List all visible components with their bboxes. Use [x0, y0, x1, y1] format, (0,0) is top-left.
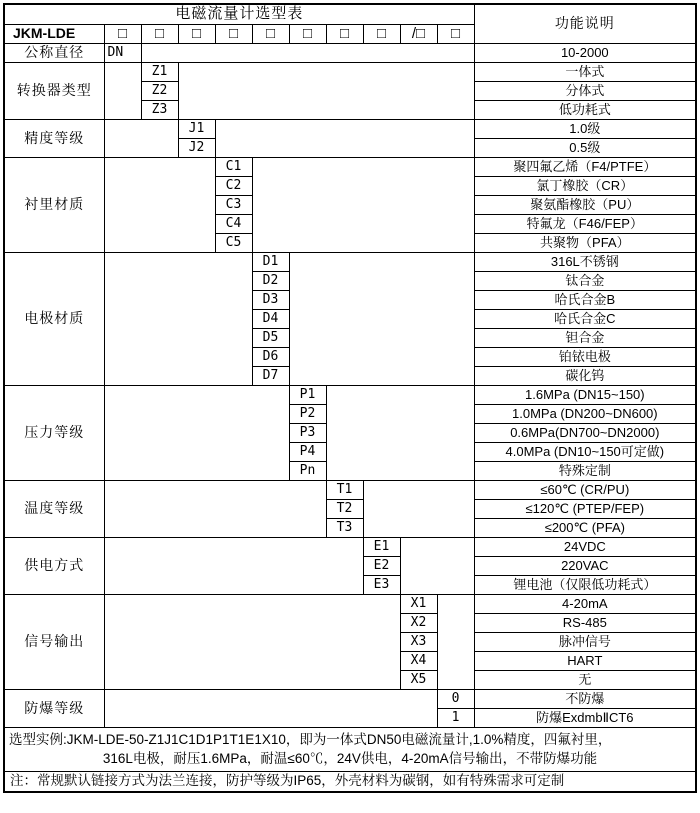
spacer-cell [437, 594, 474, 689]
description-cell: 防爆ExdmbⅡCT6 [474, 708, 696, 727]
section-explosion-row [4, 689, 696, 708]
description-cell: 哈氏合金C [474, 309, 696, 328]
code-cell: C2 [215, 176, 252, 195]
note-row [4, 771, 696, 792]
category-cell: 转换器类型 [4, 62, 104, 119]
category-cell: 信号输出 [4, 594, 104, 689]
description-cell: 低功耗式 [474, 100, 696, 119]
section-pressure-row [4, 385, 696, 404]
code-cell: D2 [252, 271, 289, 290]
description-cell: 24VDC [474, 537, 696, 556]
code-cell: Pn [289, 461, 326, 480]
model-code-slot-4[interactable]: □ [215, 24, 252, 43]
code-cell: D6 [252, 347, 289, 366]
header-row [4, 4, 696, 24]
description-cell: 氯丁橡胶（CR） [474, 176, 696, 195]
description-cell: 脉冲信号 [474, 632, 696, 651]
code-cell: 0 [437, 689, 474, 708]
description-cell: ≤200℃ (PFA) [474, 518, 696, 537]
section-power-row [4, 537, 696, 556]
spacer-cell [104, 480, 326, 537]
code-cell: D1 [252, 252, 289, 271]
code-cell: C3 [215, 195, 252, 214]
model-code-slot-7[interactable]: □ [326, 24, 363, 43]
description-cell: 一体式 [474, 62, 696, 81]
category-cell: 防爆等级 [4, 689, 104, 727]
description-cell: 4.0MPa (DN10~150可定做) [474, 442, 696, 461]
spacer-cell [326, 385, 474, 480]
category-cell: 电极材质 [4, 252, 104, 385]
model-code-slot-6[interactable]: □ [289, 24, 326, 43]
example-line-2: 316L电极，耐压1.6MPa，耐温≤60℃，24V供电，4-20mA信号输出，不带防爆功能 [102, 751, 598, 767]
code-cell: T2 [326, 499, 363, 518]
code-cell: Z3 [141, 100, 178, 119]
description-cell: 碳化钨 [474, 366, 696, 385]
description-cell: 1.0级 [474, 119, 696, 138]
section-accuracy-row [4, 119, 696, 138]
description-cell: ≤120℃ (PTEP/FEP) [474, 499, 696, 518]
model-code-slot-9[interactable]: /□ [400, 24, 437, 43]
category-cell: 温度等级 [4, 480, 104, 537]
section-lining-row [4, 157, 696, 176]
spacer-cell [104, 119, 178, 157]
spacer-cell [178, 62, 474, 119]
description-cell: 4-20mA [474, 594, 696, 613]
model-code-slot-10[interactable]: □ [437, 24, 474, 43]
category-cell: 压力等级 [4, 385, 104, 480]
section-electrode-row [4, 252, 696, 271]
spacer-cell [363, 480, 474, 537]
code-cell: D3 [252, 290, 289, 309]
spacer-cell [104, 689, 437, 727]
model-code-slot-8[interactable]: □ [363, 24, 400, 43]
description-cell: 0.5级 [474, 138, 696, 157]
code-cell: C5 [215, 233, 252, 252]
section-signal-row [4, 594, 696, 613]
code-cell: X1 [400, 594, 437, 613]
model-code-slot-3[interactable]: □ [178, 24, 215, 43]
description-cell: 哈氏合金B [474, 290, 696, 309]
description-cell: 特殊定制 [474, 461, 696, 480]
description-cell: 0.6MPa(DN700~DN2000) [474, 423, 696, 442]
description-cell: 1.6MPa (DN15~150) [474, 385, 696, 404]
selection-example [4, 727, 696, 771]
spacer-cell [141, 43, 474, 62]
code-cell: J1 [178, 119, 215, 138]
model-code-slot-2[interactable]: □ [141, 24, 178, 43]
description-cell: 锂电池（仅限低功耗式） [474, 575, 696, 594]
code-cell: X3 [400, 632, 437, 651]
code-cell: P4 [289, 442, 326, 461]
code-cell: DN [104, 43, 141, 62]
description-cell: RS-485 [474, 613, 696, 632]
description-cell: 聚四氟乙烯（F4/PTFE） [474, 157, 696, 176]
code-cell: D7 [252, 366, 289, 385]
description-cell: HART [474, 651, 696, 670]
description-cell: 316L不锈钢 [474, 252, 696, 271]
flowmeter-selection-table [3, 3, 697, 793]
code-cell: X4 [400, 651, 437, 670]
description-cell: 特氟龙（F46/FEP） [474, 214, 696, 233]
code-cell: P3 [289, 423, 326, 442]
spacer-cell [215, 119, 474, 157]
function-header: 功能说明 [474, 4, 696, 43]
code-cell: 1 [437, 708, 474, 727]
category-cell: 衬里材质 [4, 157, 104, 252]
code-cell: Z2 [141, 81, 178, 100]
code-cell: C4 [215, 214, 252, 233]
code-cell: Z1 [141, 62, 178, 81]
description-cell: 分体式 [474, 81, 696, 100]
spacer-cell [252, 157, 474, 252]
code-cell: D4 [252, 309, 289, 328]
example-line-1: 选型实例:JKM-LDE-50-Z1J1C1D1P1T1E1X10，即为一体式DN50电磁流量计,1.0%精度，四氟衬里， [9, 731, 612, 747]
description-cell: 共聚物（PFA） [474, 233, 696, 252]
code-cell: P2 [289, 404, 326, 423]
code-cell: T1 [326, 480, 363, 499]
spacer-cell [104, 537, 363, 594]
description-cell: 聚氨酯橡胶（PU） [474, 195, 696, 214]
description-cell: 钛合金 [474, 271, 696, 290]
description-cell: 1.0MPa (DN200~DN600) [474, 404, 696, 423]
description-cell: 220VAC [474, 556, 696, 575]
code-cell: D5 [252, 328, 289, 347]
description-cell: 铂铱电极 [474, 347, 696, 366]
model-prefix: JKM-LDE [4, 24, 104, 43]
code-cell: E2 [363, 556, 400, 575]
code-cell: J2 [178, 138, 215, 157]
code-cell: X2 [400, 613, 437, 632]
table-title: 电磁流量计选型表 [4, 4, 474, 24]
description-cell: 钽合金 [474, 328, 696, 347]
code-cell: P1 [289, 385, 326, 404]
code-cell: E1 [363, 537, 400, 556]
spacer-cell [289, 252, 474, 385]
section-dn-row [4, 43, 696, 62]
code-cell: T3 [326, 518, 363, 537]
description-cell: 不防爆 [474, 689, 696, 708]
spacer-cell [104, 157, 215, 252]
spacer-cell [104, 62, 141, 119]
code-cell: E3 [363, 575, 400, 594]
note-line: 注：常规默认链接方式为法兰连接，防护等级为IP65，外壳材料为碳钢，如有特殊需求可定制 [4, 771, 696, 792]
section-temperature-row [4, 480, 696, 499]
model-code-slot-1[interactable]: □ [104, 24, 141, 43]
spacer-cell [400, 537, 474, 594]
code-cell: X5 [400, 670, 437, 689]
category-cell: 精度等级 [4, 119, 104, 157]
description-cell: ≤60℃ (CR/PU) [474, 480, 696, 499]
spacer-cell [104, 594, 400, 689]
model-code-slot-5[interactable]: □ [252, 24, 289, 43]
code-cell: C1 [215, 157, 252, 176]
section-converter-row [4, 62, 696, 81]
description-cell: 10-2000 [474, 43, 696, 62]
spacer-cell [104, 385, 289, 480]
description-cell: 无 [474, 670, 696, 689]
category-cell: 供电方式 [4, 537, 104, 594]
category-cell: 公称直径 [4, 43, 104, 62]
example-row [4, 727, 696, 771]
spacer-cell [104, 252, 252, 385]
